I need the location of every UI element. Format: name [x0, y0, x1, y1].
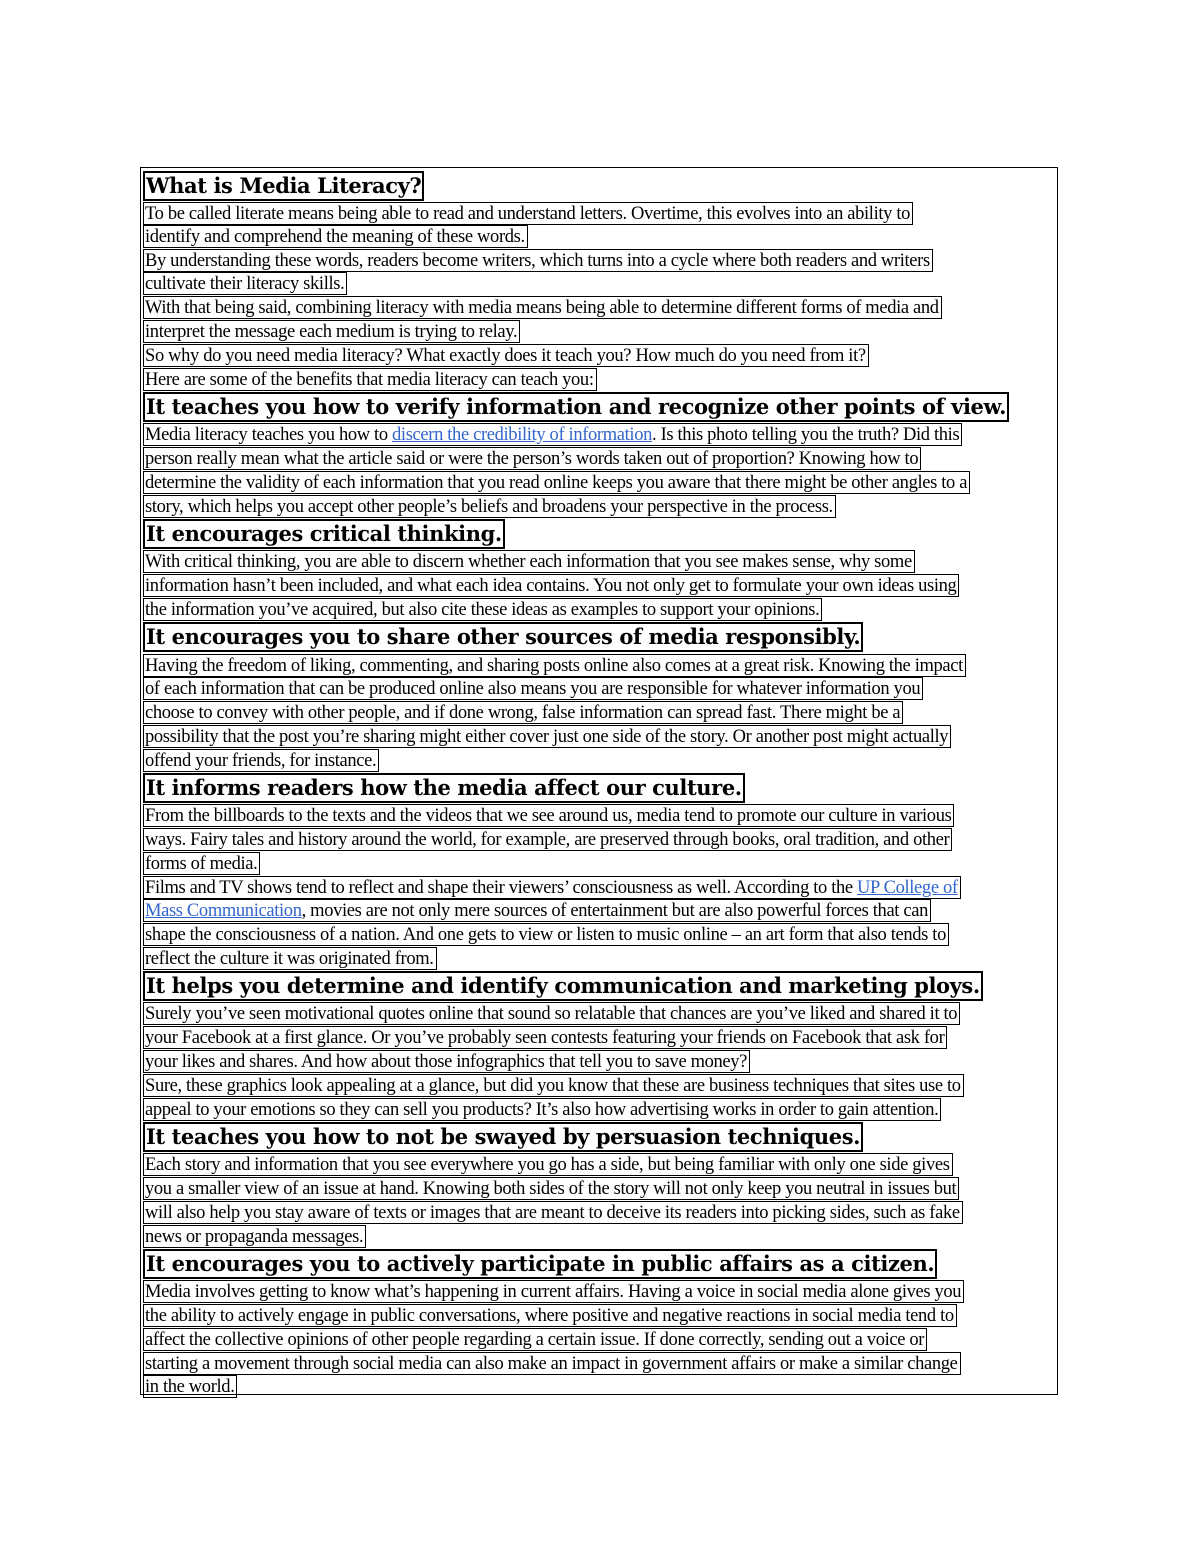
paragraph-line: starting a movement through social media can also make an impact in government affairs or make a similar change — [143, 1352, 961, 1375]
paragraph-line: So why do you need media literacy? What exactly does it teach you? How much do you need from it? — [143, 344, 869, 367]
up-college-link[interactable]: UP College of — [857, 878, 958, 898]
paragraph-line: in the world. — [143, 1375, 237, 1398]
paragraph-line: possibility that the post you’re sharing might either cover just one side of the story. Or another post might actually — [143, 725, 951, 748]
paragraph-line: affect the collective opinions of other people regarding a certain issue. If done correctly, sending out a voice or — [143, 1328, 927, 1351]
section-heading: It teaches you how to verify information and recognize other points of view. — [143, 392, 1009, 422]
paragraph-line: From the billboards to the texts and the videos that we see around us, media tend to promote our culture in various — [143, 804, 954, 827]
section-heading: It encourages you to actively participate in public affairs as a citizen. — [143, 1249, 937, 1279]
paragraph-line: the information you’ve acquired, but also cite these ideas as examples to support your opinions. — [143, 598, 822, 621]
paragraph-line: reflect the culture it was originated from. — [143, 947, 437, 970]
paragraph-line: your Facebook at a first glance. Or you’ve probably seen contests featuring your friends on Facebook that ask for — [143, 1026, 947, 1049]
paragraph-line: interpret the message each medium is trying to relay. — [143, 320, 520, 343]
paragraph-line: Surely you’ve seen motivational quotes online that sound so relatable that chances are you’ve liked and shared it to — [143, 1002, 960, 1025]
section-heading: It informs readers how the media affect our culture. — [143, 773, 745, 803]
paragraph-line: Media involves getting to know what’s happening in current affairs. Having a voice in social media alone gives you — [143, 1280, 964, 1303]
paragraph-line: determine the validity of each information that you read online keeps you aware that there might be other angles to a — [143, 471, 970, 494]
section-heading: It encourages you to share other sources of media responsibly. — [143, 622, 863, 652]
paragraph-line: By understanding these words, readers become writers, which turns into a cycle where both readers and writers — [143, 249, 933, 272]
paragraph-line: Each story and information that you see everywhere you go has a side, but being familiar with only one side gives — [143, 1153, 953, 1176]
credibility-link[interactable]: discern the credibility of information — [392, 425, 653, 445]
paragraph-line: With critical thinking, you are able to discern whether each information that you see makes sense, why some — [143, 550, 915, 573]
paragraph-line: With that being said, combining literacy with media means being able to determine different forms of media and — [143, 296, 942, 319]
section-heading: It helps you determine and identify communication and marketing ploys. — [143, 971, 983, 1001]
section-heading: It teaches you how to not be swayed by persuasion techniques. — [143, 1122, 863, 1152]
paragraph-line: Media literacy teaches you how to discern the credibility of information. Is this photo telling you the truth? Did this — [143, 423, 962, 446]
paragraph-line: Here are some of the benefits that media literacy can teach you: — [143, 368, 597, 391]
paragraph-line: appeal to your emotions so they can sell you products? It’s also how advertising works in order to gain attention. — [143, 1098, 941, 1121]
page-title: What is Media Literacy? — [143, 171, 424, 201]
paragraph-line: your likes and shares. And how about those infographics that tell you to save money? — [143, 1050, 750, 1073]
paragraph-line: story, which helps you accept other people’s beliefs and broadens your perspective in the process. — [143, 495, 836, 518]
paragraph-line: person really mean what the article said or were the person’s words taken out of proportion? Knowing how to — [143, 447, 921, 470]
paragraph-line: cultivate their literacy skills. — [143, 272, 347, 295]
paragraph-line: will also help you stay aware of texts or images that are meant to deceive its readers into picking sides, such as fake — [143, 1201, 963, 1224]
paragraph-line: Films and TV shows tend to reflect and shape their viewers’ consciousness as well. According to the UP College of — [143, 876, 961, 899]
paragraph-line: Sure, these graphics look appealing at a glance, but did you know that these are business techniques that sites use to — [143, 1074, 964, 1097]
paragraph-line: shape the consciousness of a nation. And one gets to view or listen to music online – an art form that also tends to — [143, 923, 949, 946]
paragraph-line: the ability to actively engage in public conversations, where positive and negative reactions in social media tend to — [143, 1304, 957, 1327]
paragraph-line: offend your friends, for instance. — [143, 749, 379, 772]
paragraph-line: forms of media. — [143, 852, 260, 875]
paragraph-line: choose to convey with other people, and if done wrong, false information can spread fast. There might be a — [143, 701, 903, 724]
document-page — [140, 167, 1058, 1395]
section-heading: It encourages critical thinking. — [143, 519, 505, 549]
paragraph-line: ways. Fairy tales and history around the world, for example, are preserved through books, oral tradition, and other — [143, 828, 952, 851]
paragraph-line: identify and comprehend the meaning of these words. — [143, 225, 528, 248]
mass-communication-link[interactable]: Mass Communication — [145, 901, 302, 921]
paragraph-line: Mass Communication, movies are not only mere sources of entertainment but are also powerful forces that can — [143, 899, 931, 922]
paragraph-line: information hasn’t been included, and what each idea contains. You not only get to formulate your own ideas using — [143, 574, 959, 597]
paragraph-line: of each information that can be produced online also means you are responsible for whatever information you — [143, 677, 923, 700]
paragraph-line: news or propaganda messages. — [143, 1225, 366, 1248]
paragraph-line: you a smaller view of an issue at hand. Knowing both sides of the story will not only keep you neutral in issues but — [143, 1177, 959, 1200]
paragraph-line: To be called literate means being able to read and understand letters. Overtime, this evolves into an ability to — [143, 202, 913, 225]
paragraph-line: Having the freedom of liking, commenting, and sharing posts online also comes at a great risk. Knowing the impact — [143, 654, 966, 677]
